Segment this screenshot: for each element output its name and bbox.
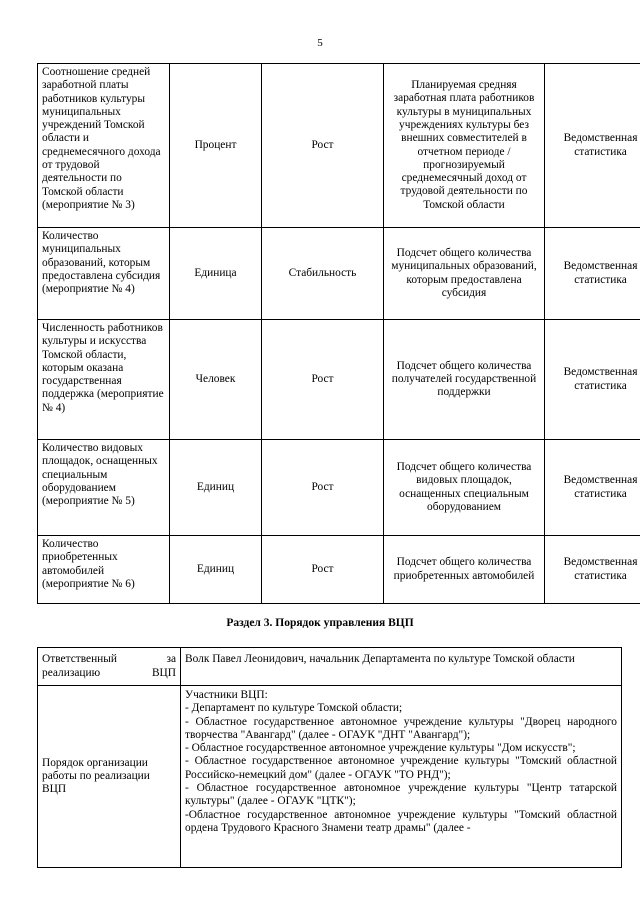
responsible-label: Ответственный за реализацию ВЦП — [38, 648, 181, 686]
indicators-table — [37, 63, 640, 604]
indicator-trend: Рост — [262, 64, 384, 228]
table-row — [38, 686, 622, 868]
participants-title: Участники ВЦП: — [185, 689, 268, 701]
list-item: - Областное государственное автономное учреждение культуры "Дворец народного творчества "Авангард" (далее - ОГАУК "ДНТ "Авангард"); — [185, 715, 617, 741]
indicator-method: Планируемая средняя заработная плата работников культуры в муниципальных учреждениях культуры без внешних совместителей в отчетном периоде / прогнозируемый среднемесячный доход от трудовой деятельности по Томской области — [384, 64, 545, 228]
indicator-source: Ведомственная статистика — [545, 440, 640, 536]
order-label: Порядок организации работы по реализации ВЦП — [38, 686, 181, 868]
indicator-name: Количество видовых площадок, оснащенных специальным оборудованием (мероприятие № 5) — [38, 440, 170, 536]
indicator-trend: Рост — [262, 320, 384, 440]
section-heading: Раздел 3. Порядок управления ВЦП — [226, 617, 414, 629]
indicator-method: Подсчет общего количества муниципальных образований, которым предоставлена субсидия — [384, 228, 545, 320]
indicator-source: Ведомственная статистика — [545, 320, 640, 440]
indicator-method: Подсчет общего количества приобретенных автомобилей — [384, 536, 545, 604]
indicator-method: Подсчет общего количества видовых площадок, оснащенных специальным оборудованием — [384, 440, 545, 536]
participants-cell — [181, 686, 622, 868]
responsible-value: Волк Павел Леонидович, начальник Департамента по культуре Томской области — [181, 648, 622, 686]
table-row — [38, 320, 640, 440]
indicator-source: Ведомственная статистика — [545, 64, 640, 228]
list-item: - Областное государственное автономное учреждение культуры "Томский областной Российско-немецкий дом" (далее - ОГАУК "ТО РНД"); — [185, 755, 617, 781]
indicator-name: Количество муниципальных образований, которым предоставлена субсидия (мероприятие № 4) — [38, 228, 170, 320]
page-number: 5 — [317, 37, 323, 49]
indicator-name: Численность работников культуры и искусства Томской области, которым оказана государственная поддержка (мероприятие № 4) — [38, 320, 170, 440]
indicator-unit: Единиц — [170, 440, 262, 536]
list-item: -Областное государственное автономное учреждение культуры "Томский областной ордена Трудового Красного Знамени театр драмы" (далее - — [185, 808, 617, 834]
table-row — [38, 648, 622, 686]
indicator-unit: Процент — [170, 64, 262, 228]
list-item: - Областное государственное автономное учреждение культуры "Дом искусств"; — [185, 742, 576, 755]
management-table — [37, 647, 622, 868]
indicator-method: Подсчет общего количества получателей государственной поддержки — [384, 320, 545, 440]
list-item: - Областное государственное автономное учреждение культуры "Центр татарской культуры" (далее - ОГАУК "ЦТК"); — [185, 782, 617, 808]
table-row — [38, 536, 640, 604]
indicator-trend: Рост — [262, 536, 384, 604]
indicator-trend: Рост — [262, 440, 384, 536]
indicator-unit: Человек — [170, 320, 262, 440]
indicator-trend: Стабильность — [262, 228, 384, 320]
indicator-source: Ведомственная статистика — [545, 536, 640, 604]
indicator-name: Количество приобретенных автомобилей (мероприятие № 6) — [38, 536, 170, 604]
indicator-name: Соотношение средней заработной платы работников культуры муниципальных учреждений Томской области и среднемесячного дохода от трудовой деятельности по Томской области (мероприятие № 3) — [38, 64, 170, 228]
indicator-source: Ведомственная статистика — [545, 228, 640, 320]
list-item: - Департамент по культуре Томской области; — [185, 702, 403, 715]
indicator-unit: Единиц — [170, 536, 262, 604]
table-row — [38, 440, 640, 536]
table-row — [38, 64, 640, 228]
indicator-unit: Единица — [170, 228, 262, 320]
table-row — [38, 228, 640, 320]
